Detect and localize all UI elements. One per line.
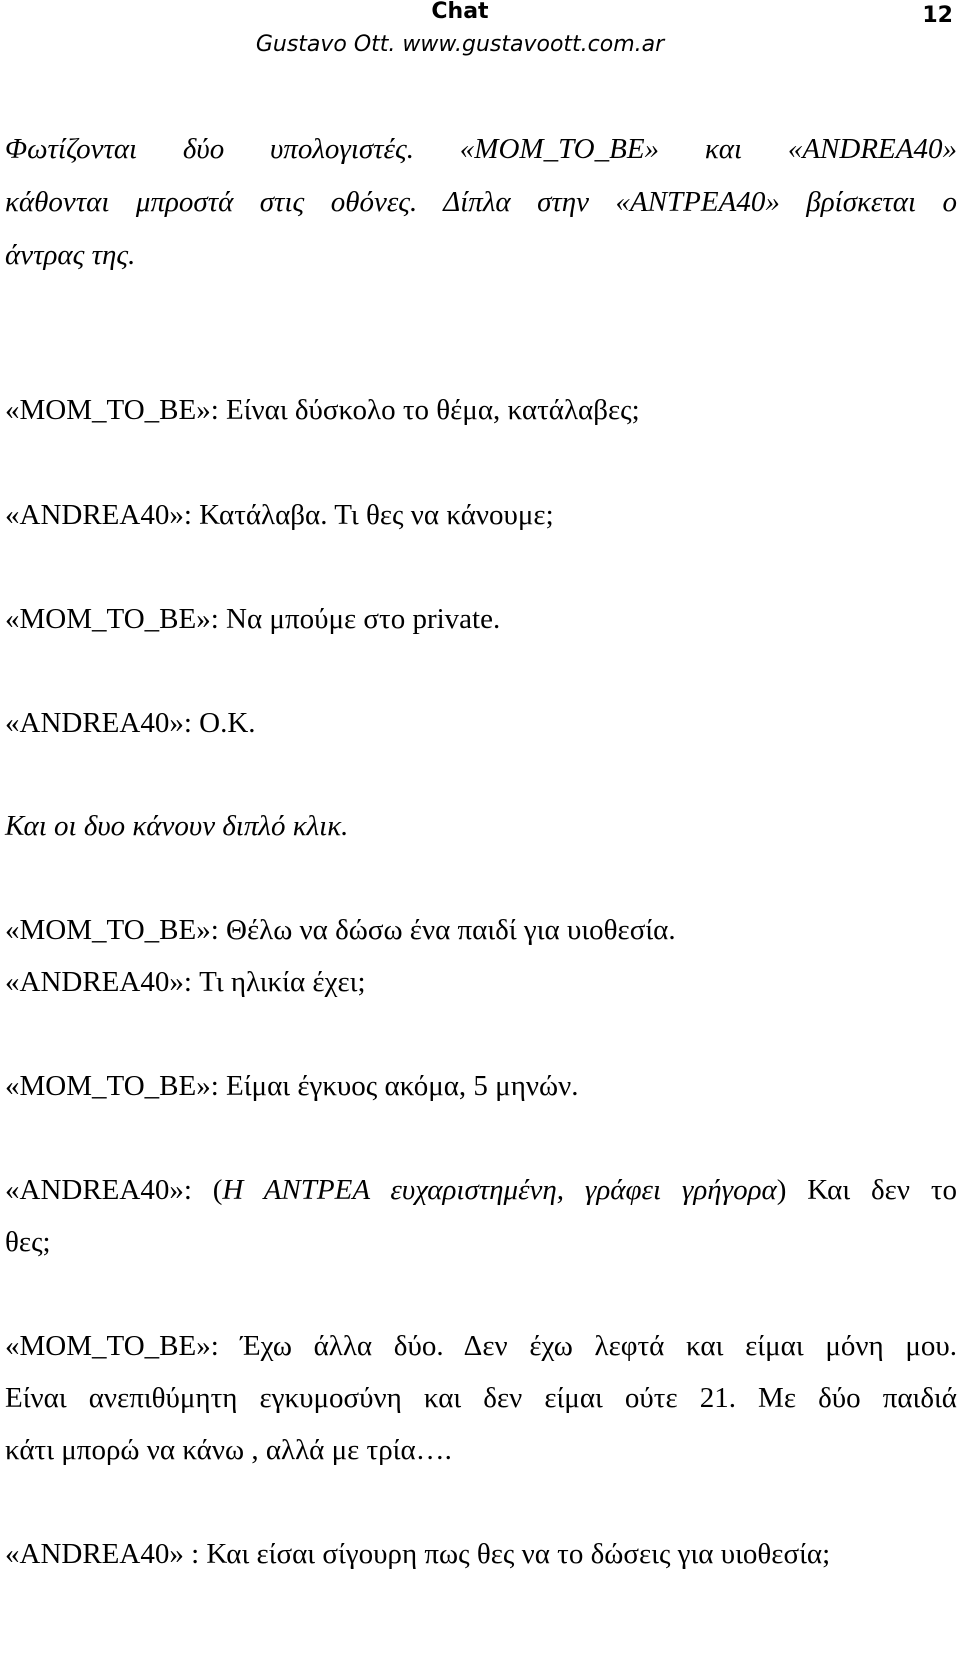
dialogue-line: «ANDREA40» : Και είσαι σίγουρη πως θες να το δώσεις για υιοθεσία; xyxy=(5,1538,831,1570)
dialogue-line: «MOM_TO_BE»: Είναι δύσκολο το θέμα, κατάλαβες; xyxy=(5,394,640,426)
dialogue-line: Είναι ανεπιθύμητη εγκυμοσύνη και δεν είμαι ούτε 21. Με δύο παιδιά xyxy=(5,1382,957,1414)
dialogue-line: κάτι μπορώ να κάνω , αλλά με τρία…. xyxy=(5,1434,452,1466)
page-header-subtitle: Gustavo Ott. www.gustavoott.com.ar xyxy=(255,32,665,57)
dialogue-line xyxy=(5,1163,957,1218)
stage-direction: Και οι δυο κάνουν διπλό κλικ. xyxy=(5,810,349,842)
speaker-label: «ANDREA40»: ( xyxy=(5,1174,223,1206)
dialogue-line: «ANDREA40»: Τι ηλικία έχει; xyxy=(5,966,366,998)
dialogue-line: «MOM_TO_BE»: Θέλω να δώσω ένα παιδί για υιοθεσία. xyxy=(5,914,676,946)
inline-stage-direction: Η ΑΝΤΡΕΑ ευχαριστημένη, γράφει γρήγορα xyxy=(222,1174,777,1206)
dialogue-line: θες; xyxy=(5,1226,51,1258)
dialogue-line: «ANDREA40»: Κατάλαβα. Τι θες να κάνουμε; xyxy=(5,499,554,531)
dialogue-line: «MOM_TO_BE»: Να μπούμε στο private. xyxy=(5,603,501,635)
dialogue-text: ) Και δεν το xyxy=(776,1174,957,1206)
stage-direction-line: κάθονται μπροστά στις οθόνες. Δίπλα στην «ΑΝΤΡΕΑ40» βρίσκεται ο xyxy=(5,186,957,218)
dialogue-line: «MOM_TO_BE»: Έχω άλλα δύο. Δεν έχω λεφτά και είμαι μόνη μου. xyxy=(5,1330,957,1362)
page-number: 12 xyxy=(922,3,953,28)
stage-direction-line: άντρας της. xyxy=(5,239,136,271)
page-header-title: Chat xyxy=(431,0,489,24)
stage-direction-line: Φωτίζονται δύο υπολογιστές. «MOM_TO_BE» και «ANDREA40» xyxy=(5,133,957,165)
dialogue-line: «MOM_TO_BE»: Είμαι έγκυος ακόμα, 5 μηνών. xyxy=(5,1070,579,1102)
dialogue-line: «ANDREA40»: O.K. xyxy=(5,707,256,739)
